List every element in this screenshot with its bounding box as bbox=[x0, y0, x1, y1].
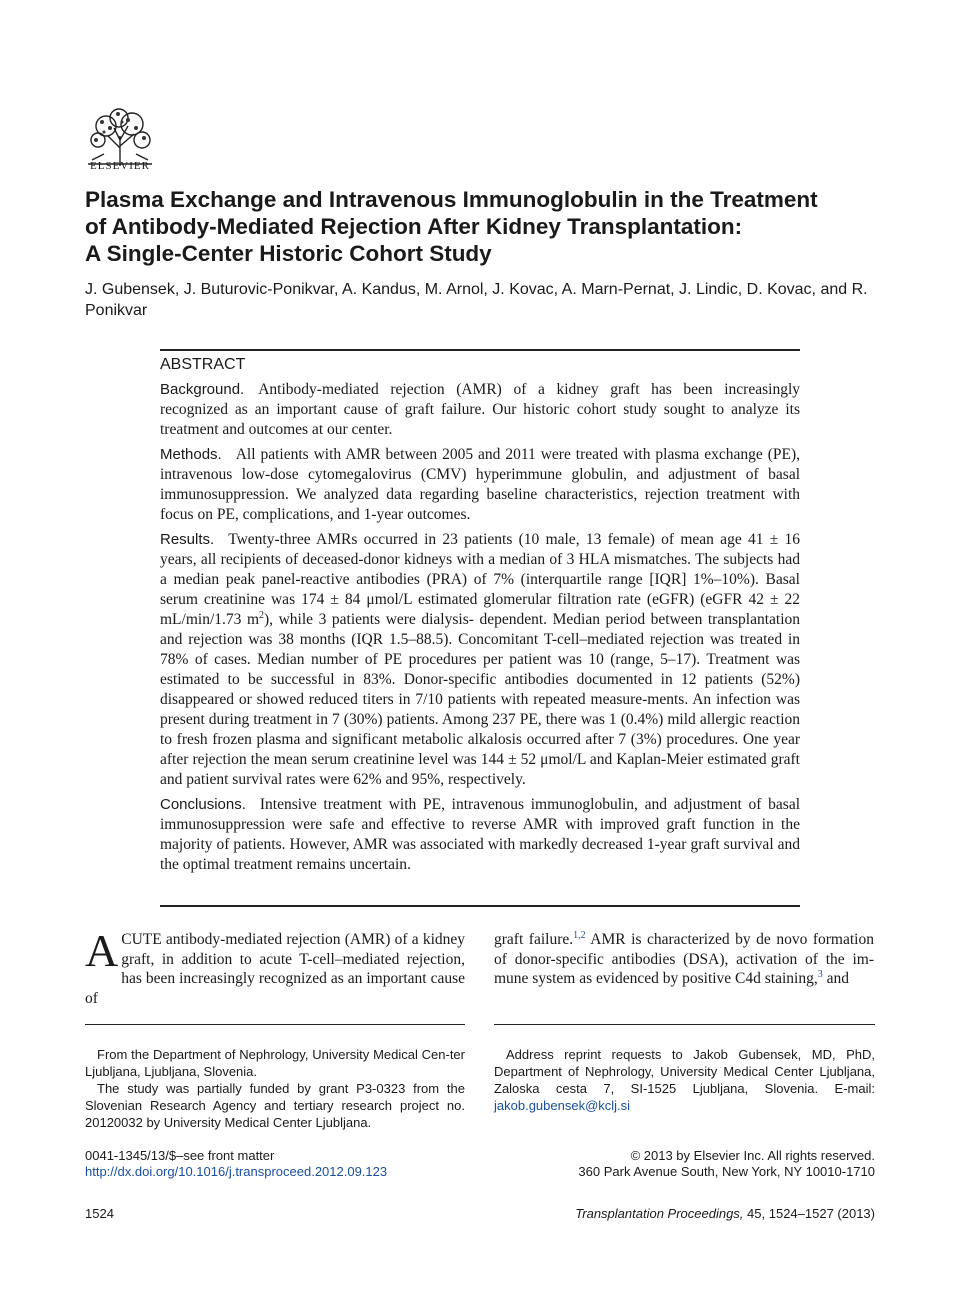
publisher-logo-text: ELSEVIER bbox=[90, 160, 150, 172]
reprint-text: Address reprint requests to Jakob Gubensek, MD, PhD, Department of Nephrology, University Medical Center Ljubljana, Zaloska cesta 7, SI-1525 Ljubljana, Slovenia. E-mail: bbox=[494, 1047, 875, 1096]
reprint-note bbox=[494, 1046, 875, 1114]
body-text: AMR is characterized by de novo formation of donor-specific antibodies (DSA), activation of the im-mune system as evidenced by positive C4d staining, bbox=[494, 931, 874, 987]
conclusions-text: Intensive treatment with PE, intravenous immunoglobulin, and adjustment of basal immunosuppression were safe and effective to reverse AMR with improved graft function in the majority of patients. However, AMR was associated with markedly decreased 1-year graft survival and the optimal treatment remains uncertain. bbox=[160, 796, 800, 873]
journal-citation bbox=[480, 1206, 875, 1221]
affiliation-note: From the Department of Nephrology, University Medical Cen-ter Ljubljana, Ljubljana, Slovenia. bbox=[85, 1047, 465, 1079]
journal-name: Transplantation Proceedings, bbox=[575, 1206, 744, 1221]
drop-cap: A bbox=[85, 925, 119, 976]
results-text-cont: ), while 3 patients were dialysis- dependent. Median period between transplantation and rejection was 38 months (IQR 1.5–88.5). Concomitant T-cell–mediated rejection was treated in 78% of cases. Median number of PE procedures per patient was 10 (range, 5–17). Treatment was estimated to be successful in 83%. Donor-specific antibodies documented in 12 patients (52%) disappeared or showed reduced titers in 7/10 patients with repeated measure-ments. An infection was present during treatment in 7 (30%) patients. Among 237 PE, there was 1 (0.4%) mild allergic reaction to fresh frozen plasma and significant metabolic alkalosis occurred after 7 (3%) procedures. One year after rejection the mean serum creatinine level was 144 ± 52 μmol/L and Kaplan-Meier estimated graft and patient survival rates were 62% and 95%, respectively. bbox=[160, 611, 800, 788]
background-text: Antibody-mediated rejection (AMR) of a kidney graft has been increasingly recognized as an important cause of graft failure. Our historic cohort study sought to analyze its treatment and outcomes at our center. bbox=[160, 381, 800, 438]
author-list: J. Gubensek, J. Buturovic-Ponikvar, A. Kandus, M. Arnol, J. Kovac, A. Marn-Pernat, J. Lindic, D. Kovac, and R. Ponikvar bbox=[85, 281, 868, 319]
abstract-top-rule bbox=[160, 349, 800, 351]
footnote-left bbox=[85, 1046, 465, 1131]
publisher-address: 360 Park Avenue South, New York, NY 10010-1710 bbox=[578, 1164, 875, 1179]
title-line: of Antibody-Mediated Rejection After Kidney Transplantation: bbox=[85, 214, 743, 239]
page-number: 1524 bbox=[85, 1206, 114, 1221]
footnote-rule-left bbox=[85, 1024, 465, 1025]
body-text: and bbox=[822, 970, 849, 987]
reference-link[interactable]: 1,2 bbox=[573, 929, 586, 941]
abstract-bottom-rule bbox=[160, 905, 800, 907]
body-text: graft failure. bbox=[494, 931, 574, 948]
methods-text: All patients with AMR between 2005 and 2011 were treated with plasma exchange (PE), intravenous low-dose cytomegalovirus (CMV) hyperimmune globulin, and adjustment of basal immunosuppression. We analyzed data regarding baseline characteristics, rejection treatment with focus on PE, complications, and 1-year outcomes. bbox=[160, 446, 800, 523]
footnote-right bbox=[494, 1046, 875, 1114]
body-column-right bbox=[494, 930, 874, 989]
issn-doi-block bbox=[85, 1148, 387, 1180]
conclusions-label: Conclusions. bbox=[160, 796, 246, 813]
methods-label: Methods. bbox=[160, 446, 222, 463]
footnote-rule-right bbox=[494, 1024, 875, 1025]
abstract-heading: ABSTRACT bbox=[160, 356, 246, 373]
results-label: Results. bbox=[160, 531, 215, 548]
doi-link[interactable]: http://dx.doi.org/10.1016/j.transproceed.2012.09.123 bbox=[85, 1164, 388, 1179]
title-line: A Single-Center Historic Cohort Study bbox=[85, 241, 492, 266]
abstract bbox=[160, 355, 800, 880]
title-line: Plasma Exchange and Intravenous Immunoglobulin in the Treatment bbox=[85, 187, 818, 212]
abstract-methods bbox=[160, 445, 800, 525]
funding-note: The study was partially funded by grant P3-0323 from the Slovenian Research Agency and tertiary research project no. 20120032 by University Medical Center Ljubljana. bbox=[85, 1081, 465, 1130]
body-text: antibody-mediated rejection (AMR) of a kidney graft, in addition to acute T-cell–mediated rejection, has been increasingly recognized as an important cause of bbox=[85, 931, 465, 1007]
copyright-block bbox=[500, 1148, 875, 1180]
abstract-conclusions bbox=[160, 795, 800, 875]
email-link[interactable]: jakob.gubensek@kclj.si bbox=[494, 1098, 631, 1113]
lead-smallcaps: CUTE bbox=[121, 931, 162, 948]
reference-link[interactable]: 3 bbox=[817, 968, 823, 980]
abstract-results bbox=[160, 530, 800, 790]
abstract-background bbox=[160, 380, 800, 440]
volume-pages: 45, 1524–1527 (2013) bbox=[747, 1206, 875, 1221]
superscript: 2 bbox=[259, 609, 264, 621]
background-label: Background. bbox=[160, 381, 245, 398]
article-title bbox=[85, 186, 885, 267]
results-text: Twenty-three AMRs occurred in 23 patients (10 male, 13 female) of mean age 41 ± 16 years, all recipients of deceased-donor kidneys with a median of 3 HLA mismatches. The subjects had a median peak panel-reactive antibodies (PRA) of 7% (interquartile range [IQR] 1%–10%). Basal serum creatinine was 174 ± 84 μmol/L estimated glomerular filtration rate (eGFR) (eGFR 42 ± 22 mL/min/1.73 m bbox=[160, 531, 800, 628]
body-column-left bbox=[85, 925, 465, 1008]
issn-text: 0041-1345/13/$–see front matter bbox=[85, 1148, 275, 1163]
copyright-text: © 2013 by Elsevier Inc. All rights reserved. bbox=[630, 1148, 875, 1163]
